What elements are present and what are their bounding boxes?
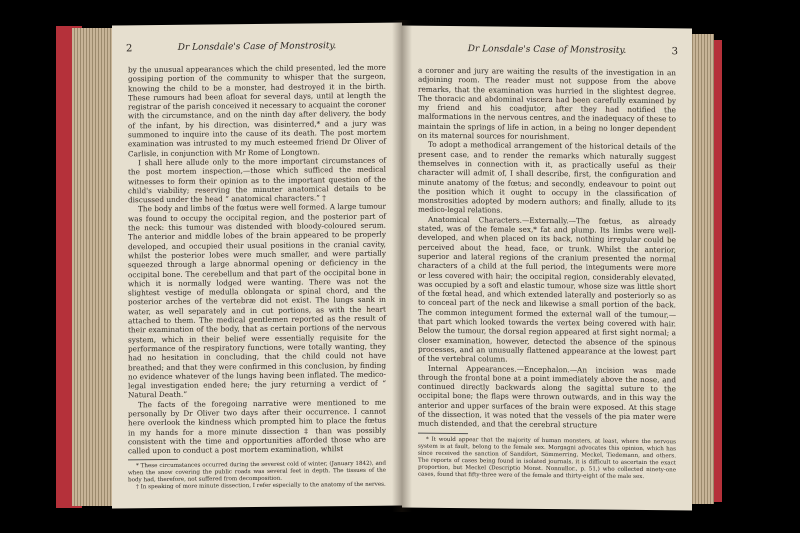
right-page [402,25,692,510]
left-footnote: * These circumstances occurred during the severest cold of winter, (January 1842), and when the snow covering the public roads was several feet in depth. The tissues of the body had, therefore, not suffered from decomposition. [128,461,386,484]
right-paragraph: To adopt a methodical arrangement of the historical details of the present case, and to render the remarks which naturally suggest themselves in connection with it, as practically useful as their character will admit of, I shall describe, first, the configuration and minute anatomy of the fœtus; and secondly, endeavour to point out the position which it ought to occupy in the classification of monstrosities adopted by modern authors; and finally, allude to its medico-legal relations. [418,140,676,215]
left-footnotes [128,461,386,492]
page-edges-left [72,28,114,506]
left-page [112,22,402,508]
left-page-body [128,63,386,492]
right-page-body [418,66,676,481]
left-paragraph: The body and limbs of the fœtus were well formed. A large tumour was found to occupy the occipital region, and the posterior part of the neck: this tumour was distended with bloody-coloured serum. The anterior and middle lobes of the brain appeared to be properly developed, and occupied their usual positions in the cranial cavity, whilst the posterior lobes were much smaller, and were partially squeezed through a large abnormal opening or deficiency in the occipital bone. The cerebellum and that part of the occipital bone in which it is normally lodged were wanting. There was not the slightest vestige of medulla oblongata or spinal chord, and the posterior arches of the vertebræ did not exist. The lungs sank in water, as well separately and in cut portions, as with the heart attached to them. The medical gentlemen reported as the result of their examination of the body, that as certain portions of the nervous system, which in their belief were essentially requisite for the performance of the respiratory functions, were totally wanting, they had no hesitation in concluding, that the child could not have breathed; and that they were confirmed in this conclusion, by finding no evidence whatever of the lungs having been inflated. The medico-legal investigation ended here; the jury returning a verdict of “ Natural Death.” [128,202,386,400]
footnote-rule [418,432,468,434]
right-page-number: 3 [671,46,678,58]
right-footnotes [418,436,676,481]
right-running-head [416,44,678,61]
right-running-title: Dr Lonsdale's Case of Monstrosity. [467,44,627,56]
footnote-rule [128,459,178,461]
left-paragraph: by the unusual appearances which the child presented, led the more gossiping portion of the community to whisper that the surgeon, knowing the child to be a monster, had destroyed it in the birth. These rumours had been afloat for several days, until at length the registrar of the parish conceived it necessary to acquaint the coroner with the circumstance, and on the ninth day after delivery, the body of the infant, by his direction, was disinterred,* and a jury was summoned to inquire into the cause of its death. The post mortem examination was intrusted to my much esteemed friend Dr Oliver of Carlisle, in conjunction with Mr Rome of Longtown. [128,62,386,159]
left-footnote: † In speaking of more minute dissection, I refer especially to the anatomy of the nerves. [136,482,386,491]
left-page-number: 2 [126,43,133,55]
right-paragraph: Internal Appearances.—Encephalon.—An incision was made through the frontal bone at a point immediately above the nose, and continued directly backwards along the sagittal suture to the occipital bone; the flaps were thrown outwards, and in this way the anterior and upper surfaces of the brain were exposed. At this stage of the dissection, it was noted that the vessels of the pia mater were much distended, and that the cerebral structure [418,363,676,430]
right-paragraph: a coroner and jury are waiting the results of the investigation in an adjoining room. The reader must not suppose from the above remarks, that the examination was hurried in the slightest degree. The thoracic and abdominal viscera had been carefully examined by my friend and his coadjutor, after they had notified the malformations in the nervous centres, and the inadequacy of these to maintain the springs of life in action, in a being no longer dependent on its maternal sources for nourishment. [418,65,676,142]
left-running-title: Dr Lonsdale's Case of Monstrosity. [177,41,337,53]
book-gutter-shadow [392,20,412,512]
left-paragraph: The facts of the foregoing narrative were mentioned to me personally by Dr Oliver two days after their occurrence. I cannot here overlook the kindness which prompted him to place the fœtus in my hands for a more minute dissection ‡ than was possibly consistent with the time and opportunities afforded those who are called upon to conduct a post mortem examination, whilst [128,397,386,456]
right-footnote: * It would appear that the majority of human monsters, at least, where the nervous system is at fault, belong to the female sex. Morgagni advocates this opinion, which has since received the sanction of Sandifort, Sömmerring, Meckel, Tiedemann, and others. The reports of cases being found in isolated journals, it is difficult to ascertain the exact proportion, but Meckel (Descriptio Monst. Nonnullor., p. 51,) who collected ninety-one cases, found that fifty-three were of the female and thirty-eight of the male sex. [418,436,676,480]
left-running-head [126,41,388,58]
left-paragraph: I shall here allude only to the more important circumstances of the post mortem inspection,—those which sufficed the medical witnesses to form their opinion as to the important question of the child's viability; reserving the minuter anatomical details to be discussed under the head “ anatomical characters.” † [128,155,386,205]
right-paragraph: Anatomical Characters.—Externally.—The fœtus, as already stated, was of the female sex,* fat and plump. Its limbs were well-developed, and when placed on its back, nothing irregular could be perceived about the head, face, or trunk. Whilst the anterior, superior and lateral regions of the cranium presented the normal characters of a child at the full period, the integuments were more or less covered with hair; the occipital region, considerably elevated, was occupied by a soft and elastic tumour, whose size was little short of the fœtal head, and which extended laterally and posteriorly so as to conceal part of the neck and likewise a small portion of the back. The common integument formed the external wall of the tumour,—that part which looked towards the vertex being covered with hair. Below the tumour, the dorsal region appeared at first sight normal; a closer examination, however, detected the absence of the spinous processes, and an unusually flattened appearance at the lowest part of the vertebral column. [418,214,676,364]
page-edges-right [690,34,714,504]
